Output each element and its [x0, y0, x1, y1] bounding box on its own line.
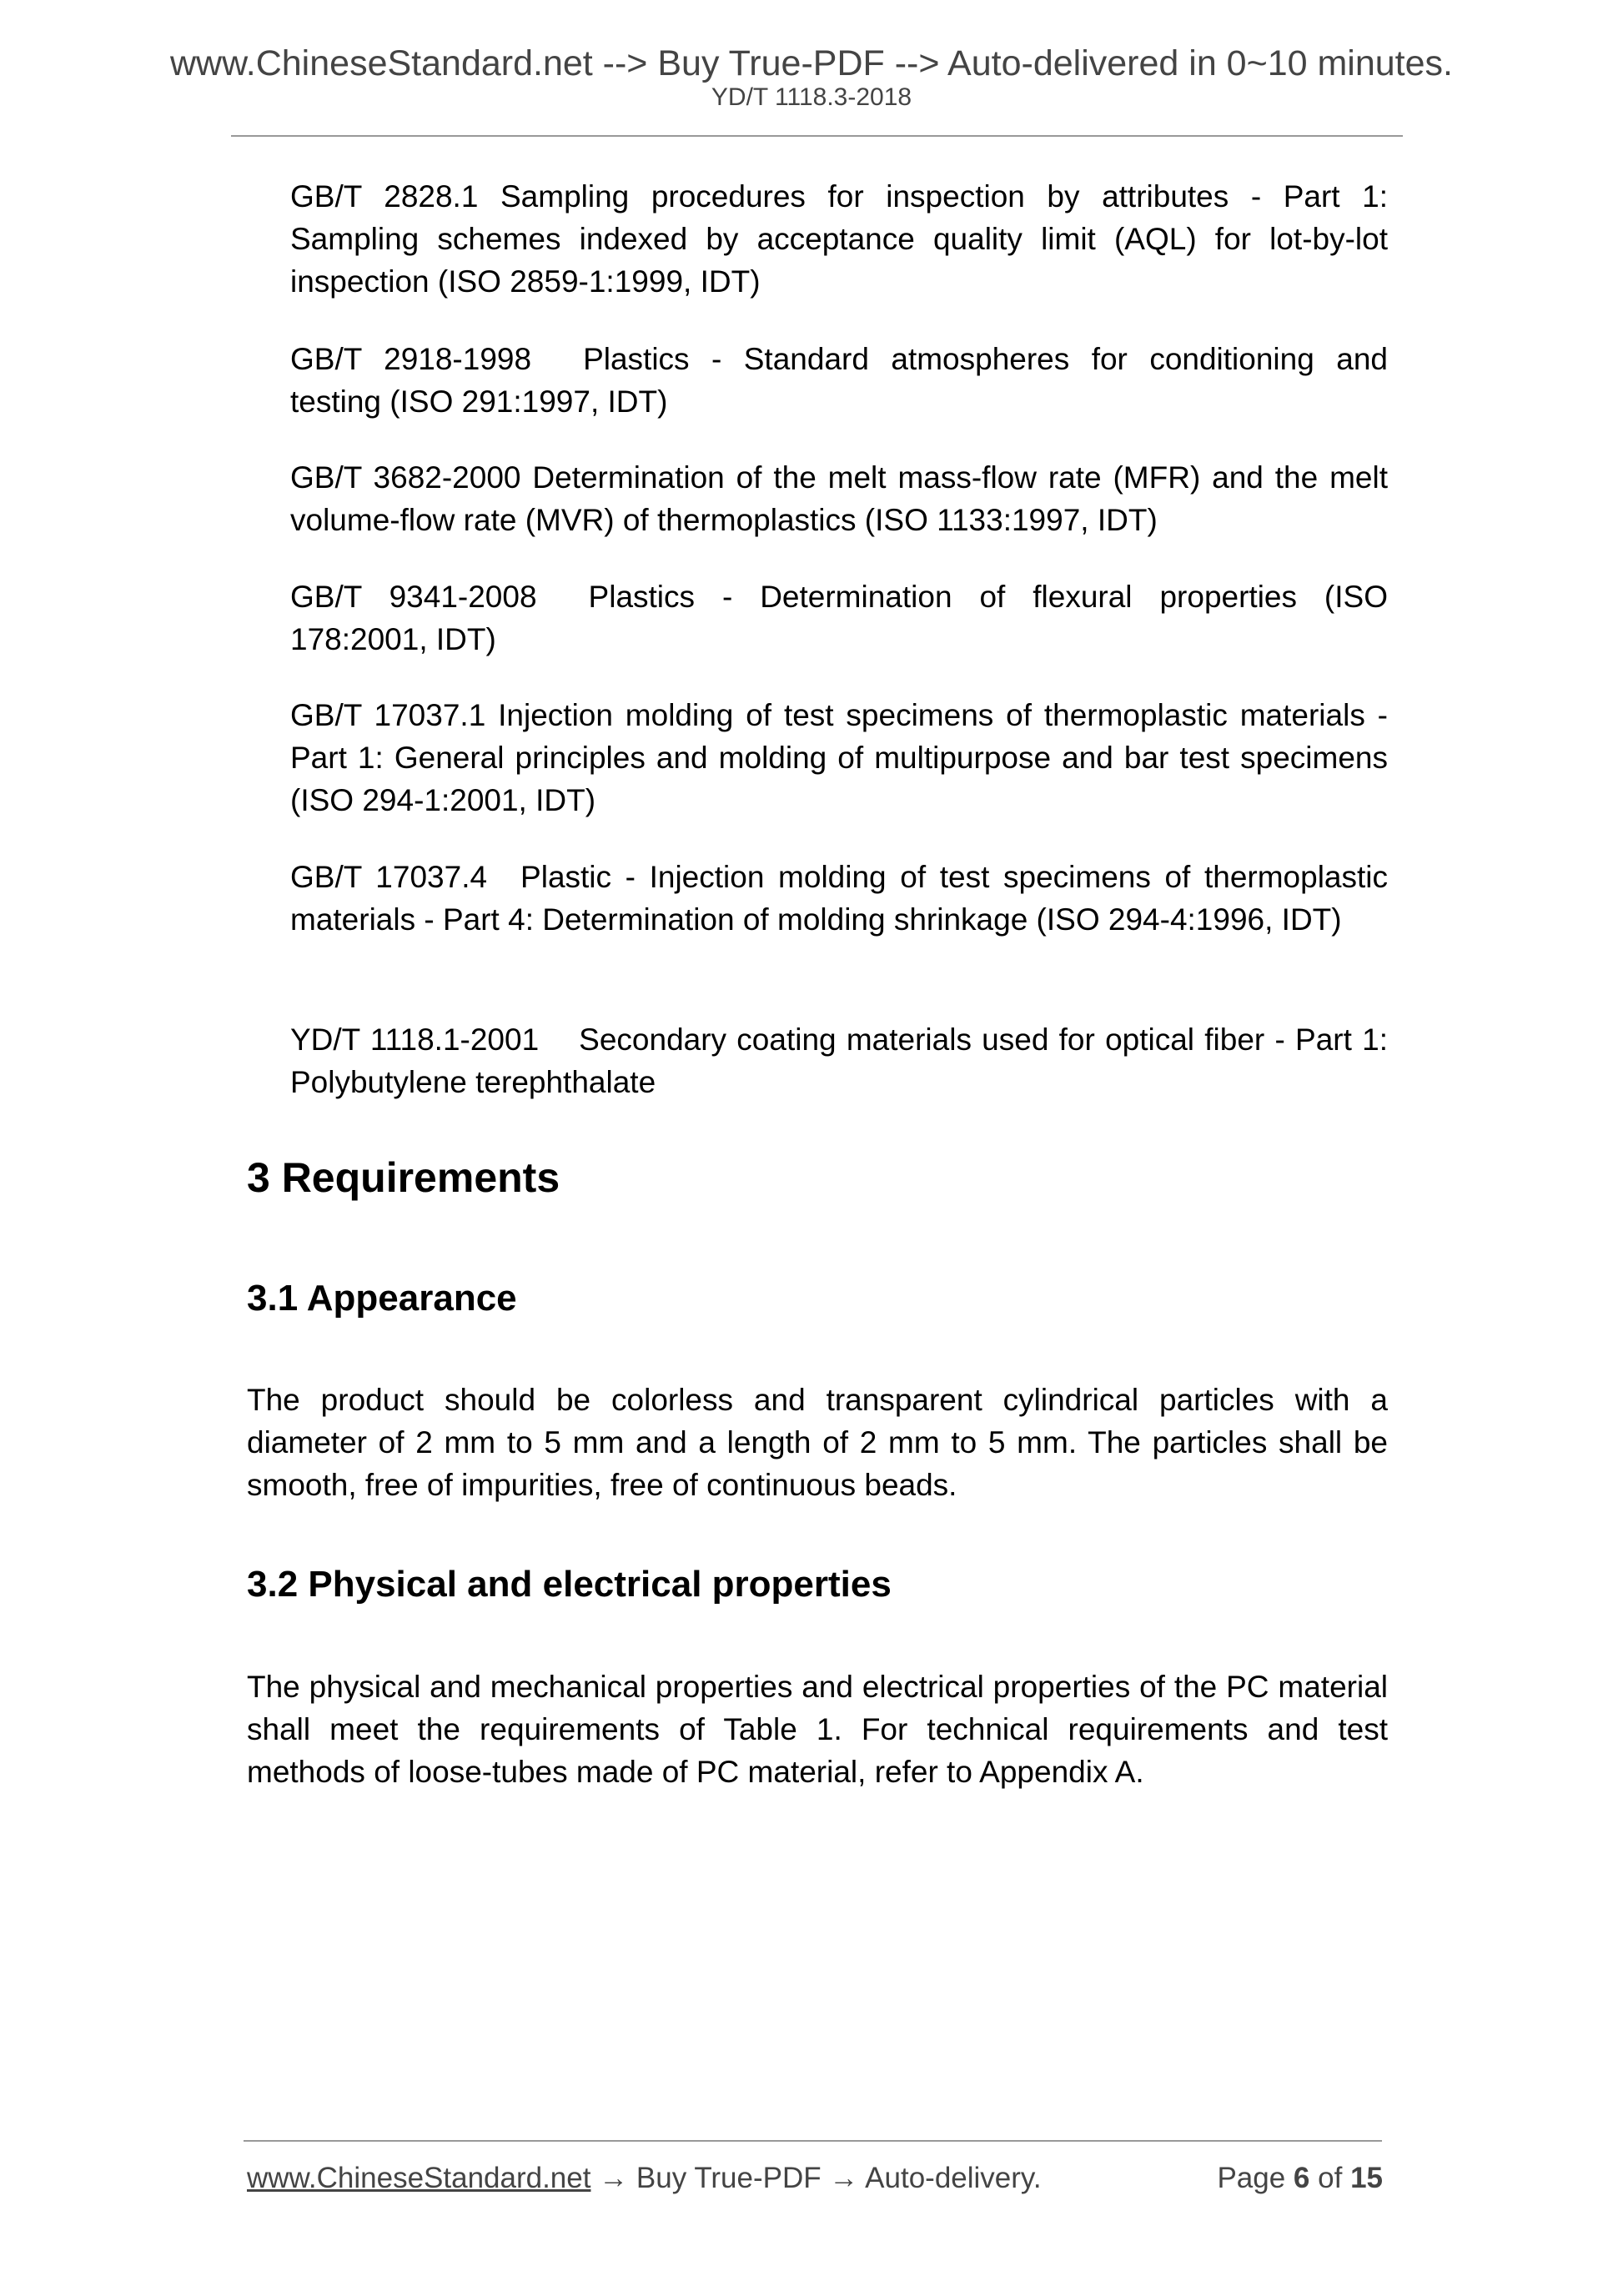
reference-code: GB/T 2828.1: [290, 179, 479, 214]
of-label: of: [1318, 2162, 1343, 2194]
reference-code: GB/T 17037.4: [290, 860, 488, 894]
page-number: 6: [1293, 2162, 1310, 2194]
subsection-heading: 3.1 Appearance: [247, 1278, 517, 1319]
reference-item: [290, 338, 1388, 423]
page-indicator: [1217, 2162, 1383, 2195]
reference-title: Plastic - Injection molding of test specimens of thermoplastic materials - Part 4: Determination of molding shrinkage (ISO 294-4:1996, IDT): [290, 860, 1388, 937]
reference-title: Secondary coating materials used for optical fiber - Part 1: Polybutylene terephthalate: [290, 1022, 1388, 1099]
reference-code: GB/T 2918-1998: [290, 342, 532, 376]
subsection-heading: 3.2 Physical and electrical properties: [247, 1564, 892, 1605]
footer-divider: [244, 2140, 1382, 2142]
reference-code: GB/T 9341-2008: [290, 580, 537, 614]
footer-link[interactable]: www.ChineseStandard.net: [247, 2162, 591, 2194]
footer-text: → Buy True-PDF → Auto-delivery.: [590, 2162, 1042, 2194]
reference-item: [290, 575, 1388, 661]
reference-code: YD/T 1118.1-2001: [290, 1022, 540, 1057]
document-id: YD/T 1118.3-2018: [711, 83, 912, 111]
reference-item: [290, 175, 1388, 303]
reference-title: Determination of the melt mass-flow rate (MFR) and the melt volume-flow rate (MVR) of thermoplastics (ISO 1133:1997, IDT): [290, 460, 1388, 537]
reference-title: Sampling procedures for inspection by attributes - Part 1: Sampling schemes indexed by acceptance quality limit (AQL) for lot-by-lot inspection (ISO 2859-1:1999, IDT): [290, 179, 1389, 299]
page-total: 15: [1350, 2162, 1383, 2194]
reference-code: GB/T 3682-2000: [290, 460, 521, 495]
reference-title: Plastics - Standard atmospheres for conditioning and testing (ISO 291:1997, IDT): [290, 342, 1388, 419]
reference-item: [290, 456, 1388, 541]
section-heading: 3 Requirements: [247, 1154, 560, 1201]
page-label: Page: [1217, 2162, 1286, 2194]
header-divider: [231, 135, 1403, 137]
reference-item: [290, 856, 1388, 941]
reference-title: Injection molding of test specimens of thermoplastic materials - Part 1: General principles and molding of multipurpose and bar test specimens (ISO 294-1:2001, IDT): [290, 698, 1389, 817]
reference-title: Plastics - Determination of flexural properties (ISO 178:2001, IDT): [290, 580, 1388, 656]
footer: [247, 2162, 1383, 2195]
properties-paragraph: The physical and mechanical properties and electrical properties of the PC material shall meet the requirements of Table 1. For technical requirements and test methods of loose-tubes made of PC material, refer to Appendix A.: [247, 1670, 1388, 1789]
appearance-paragraph: The product should be colorless and transparent cylindrical particles with a diameter of 2 mm to 5 mm and a length of 2 mm to 5 mm. The particles shall be smooth, free of impurities, free of continuous beads.: [247, 1383, 1388, 1502]
reference-item: [290, 694, 1388, 821]
reference-code: GB/T 17037.1: [290, 698, 486, 732]
header-banner: www.ChineseStandard.net --> Buy True-PDF --> Auto-delivered in 0~10 minutes.: [169, 43, 1453, 83]
reference-item: [290, 1018, 1388, 1103]
